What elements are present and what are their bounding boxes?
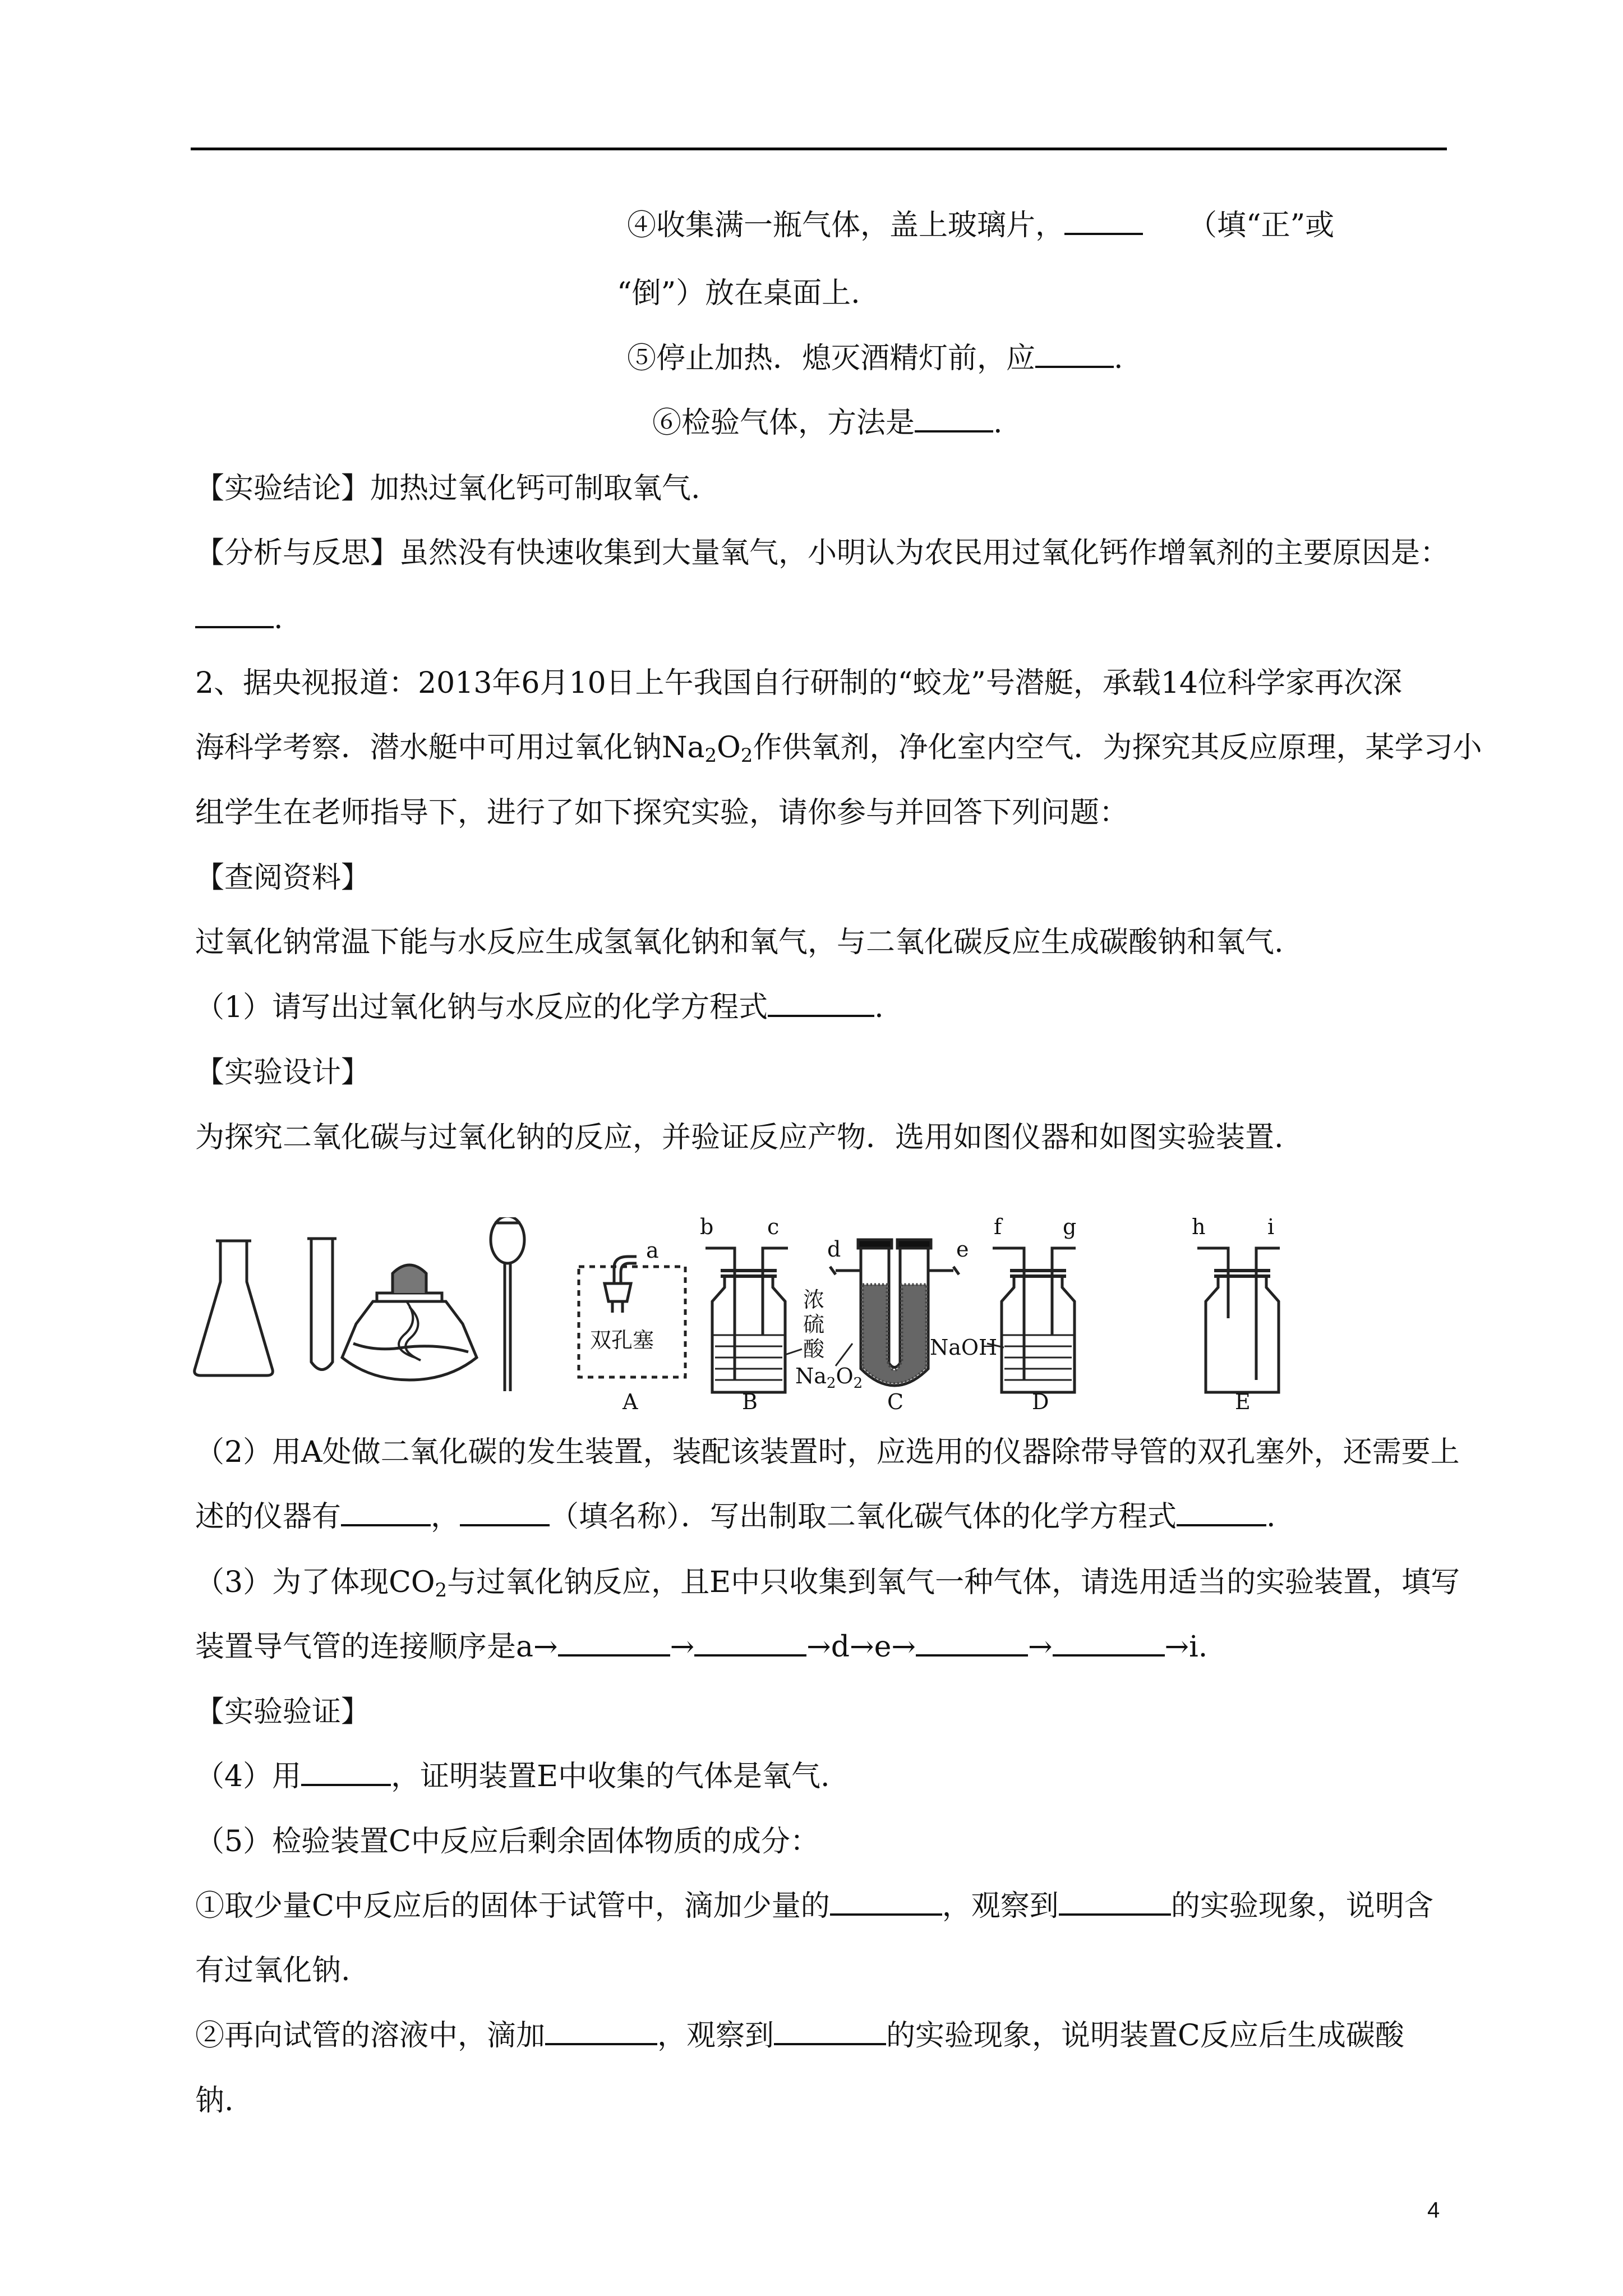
answer-blank[interactable] bbox=[558, 1628, 670, 1657]
label-device-a: A bbox=[623, 1389, 638, 1414]
answer-blank[interactable] bbox=[1053, 1628, 1165, 1657]
bottle-b-illustration bbox=[706, 1248, 802, 1392]
line-text: （2）用A处做二氧化碳的发生装置，装配该装置时，应选用的仪器除带导管的双孔塞外，还需要上 bbox=[195, 1435, 1460, 1469]
label-na2o2: $Na_2O_2$ bbox=[795, 1364, 863, 1392]
label-acid: 硫 bbox=[803, 1312, 825, 1337]
line-text: . bbox=[1266, 1500, 1276, 1534]
long-funnel-illustration bbox=[491, 1217, 524, 1391]
label-b: b bbox=[700, 1217, 714, 1239]
answer-blank[interactable] bbox=[1177, 1498, 1266, 1526]
text-line bbox=[617, 274, 860, 313]
page-number: 4 bbox=[1427, 2198, 1440, 2223]
alcohol-lamp-illustration bbox=[342, 1265, 477, 1380]
label-i: i bbox=[1267, 1217, 1275, 1239]
text-line bbox=[195, 1757, 830, 1796]
line-text: （填“正”或 bbox=[1188, 209, 1335, 242]
label-c: c bbox=[767, 1217, 780, 1239]
line-text: ⑤停止加热．熄灭酒精灯前，应 bbox=[627, 342, 1036, 375]
line-text: 过氧化钠常温下能与水反应生成氢氧化钠和氧气，与二氧化碳反应生成碳酸钠和氧气. bbox=[195, 926, 1284, 959]
label-naoh: NaOH bbox=[930, 1335, 998, 1360]
label-device-b: B bbox=[742, 1389, 758, 1414]
two-hole-stopper-illustration bbox=[605, 1257, 637, 1313]
answer-blank[interactable] bbox=[1059, 1888, 1171, 1916]
answer-blank[interactable] bbox=[774, 2017, 886, 2045]
line-text: （5）检验装置C中反应后剩余固体物质的成分： bbox=[195, 1825, 819, 1858]
line-text: 作供氧剂，净化室内空气．为探究其反应原理，某学习小 bbox=[753, 731, 1482, 765]
text-line bbox=[195, 793, 1128, 832]
text-line bbox=[652, 403, 1003, 443]
line-text: . bbox=[993, 406, 1003, 440]
answer-blank[interactable] bbox=[915, 404, 993, 432]
line-text: ①取少量C中反应后的固体于试管中，滴加少量的 bbox=[195, 1889, 830, 1923]
line-text: ，观察到 bbox=[657, 2019, 774, 2053]
text-line bbox=[627, 206, 1334, 245]
line-text: → bbox=[1027, 1630, 1053, 1664]
question-2 bbox=[195, 664, 1402, 703]
line-text: （1）请写出过氧化钠与水反应的化学方程式 bbox=[195, 991, 768, 1024]
answer-blank[interactable] bbox=[694, 1628, 806, 1657]
test-tube-illustration bbox=[307, 1239, 336, 1370]
text-line bbox=[195, 599, 283, 638]
subscript: 2 bbox=[704, 744, 717, 767]
text-line bbox=[195, 923, 1284, 962]
line-text: → bbox=[670, 1630, 695, 1664]
text-line bbox=[195, 1887, 1433, 1926]
section-heading bbox=[195, 1692, 370, 1732]
answer-blank[interactable] bbox=[341, 1498, 431, 1526]
line-text: . bbox=[1114, 342, 1123, 375]
line-text: . bbox=[874, 991, 884, 1024]
section-heading bbox=[195, 469, 700, 508]
text-line bbox=[195, 2016, 1404, 2055]
text-line bbox=[195, 988, 884, 1027]
line-text: 【查阅资料】 bbox=[195, 861, 371, 895]
line-text: 有过氧化钠. bbox=[195, 1954, 351, 1987]
text-line bbox=[195, 1433, 1460, 1472]
label-d: d bbox=[827, 1237, 841, 1262]
line-text: 为探究二氧化碳与过氧化钠的反应，并验证反应产物．选用如图仪器和如图实验装置. bbox=[195, 1121, 1284, 1154]
section-heading bbox=[195, 858, 370, 898]
label-acid: 浓 bbox=[803, 1287, 825, 1312]
label-g: g bbox=[1063, 1217, 1077, 1239]
line-text: →i. bbox=[1164, 1630, 1208, 1664]
line-text: ，证明装置E中收集的气体是氧气. bbox=[391, 1760, 830, 1793]
line-text: 与过氧化钠反应，且E中只收集到氧气一种气体，请选用适当的实验装置，填写 bbox=[447, 1566, 1460, 1599]
line-text: ②再向试管的溶液中，滴加 bbox=[195, 2019, 546, 2053]
subscript: 2 bbox=[740, 744, 753, 767]
text-line bbox=[195, 1951, 351, 1990]
line-text: 的实验现象，说明装置C反应后生成碳酸 bbox=[886, 2019, 1404, 2053]
section-heading bbox=[195, 1053, 370, 1092]
line-text: （4）用 bbox=[195, 1760, 302, 1793]
line-text: 【实验验证】 bbox=[195, 1695, 371, 1729]
line-text: （3）为了体现CO bbox=[195, 1566, 435, 1599]
line-text: 2、据央视报道：2013年6月10日上午我国自行研制的“蛟龙”号潜艇，承载14位科学家再次深 bbox=[195, 666, 1403, 700]
label-device-d: D bbox=[1032, 1389, 1049, 1414]
line-text: 钠. bbox=[195, 2084, 234, 2118]
answer-blank[interactable] bbox=[301, 1758, 391, 1786]
text-line bbox=[627, 339, 1123, 378]
line-text: 述的仪器有 bbox=[195, 1500, 342, 1534]
answer-blank[interactable] bbox=[1064, 207, 1143, 235]
line-text: 【分析与反思】虽然没有快速收集到大量氧气，小明认为农民用过氧化钙作增氧剂的主要原因是： bbox=[195, 536, 1450, 570]
label-e: e bbox=[956, 1237, 969, 1262]
line-text: 的实验现象，说明含 bbox=[1170, 1889, 1433, 1923]
text-line bbox=[195, 533, 1449, 573]
line-text: 组学生在老师指导下，进行了如下探究实验，请你参与并回答下列问题： bbox=[195, 796, 1129, 830]
bottle-d-illustration bbox=[987, 1248, 1076, 1392]
label-device-c: C bbox=[887, 1389, 904, 1414]
text-line bbox=[195, 1627, 1207, 1667]
answer-blank[interactable] bbox=[768, 989, 874, 1017]
subscript: 2 bbox=[435, 1579, 448, 1602]
line-text: . bbox=[274, 602, 283, 636]
text-line bbox=[195, 1118, 1284, 1157]
header-rule bbox=[191, 148, 1447, 150]
line-text: O bbox=[717, 731, 741, 765]
text-line bbox=[195, 1822, 819, 1861]
line-text: ⑥检验气体，方法是 bbox=[652, 406, 915, 440]
line-text: “倒”）放在桌面上. bbox=[617, 277, 860, 310]
line-text: ， bbox=[431, 1500, 460, 1534]
text-line bbox=[195, 2081, 234, 2120]
answer-blank[interactable] bbox=[460, 1498, 550, 1526]
label-h: h bbox=[1192, 1217, 1206, 1239]
answer-blank[interactable] bbox=[545, 2017, 657, 2045]
answer-blank[interactable] bbox=[195, 600, 274, 628]
bottle-e-illustration bbox=[1197, 1248, 1280, 1392]
line-text: （填名称）．写出制取二氧化碳气体的化学方程式 bbox=[550, 1500, 1177, 1534]
answer-blank[interactable] bbox=[1035, 340, 1114, 368]
label-f: f bbox=[994, 1217, 1002, 1239]
label-acid: 酸 bbox=[803, 1337, 825, 1361]
line-text: ④收集满一瓶气体，盖上玻璃片， bbox=[627, 209, 1065, 242]
text-line bbox=[195, 1497, 1276, 1536]
label-stopper: 双孔塞 bbox=[590, 1328, 654, 1352]
line-text: 【实验结论】加热过氧化钙可制取氧气. bbox=[195, 472, 700, 505]
text-line bbox=[195, 1563, 1460, 1602]
line-text: 【实验设计】 bbox=[195, 1056, 371, 1089]
answer-blank[interactable] bbox=[830, 1888, 942, 1916]
text-line bbox=[195, 728, 1482, 767]
label-device-e: E bbox=[1235, 1389, 1251, 1414]
line-text: 海科学考察．潜水艇中可用过氧化钠Na bbox=[195, 731, 705, 765]
apparatus-figure bbox=[191, 1217, 1312, 1414]
answer-blank[interactable] bbox=[916, 1628, 1028, 1657]
line-text: 装置导气管的连接顺序是a→ bbox=[195, 1630, 558, 1664]
line-text: →d→e→ bbox=[806, 1630, 916, 1664]
label-a: a bbox=[646, 1238, 659, 1263]
conical-flask-illustration bbox=[195, 1241, 273, 1375]
line-text: ，观察到 bbox=[942, 1889, 1059, 1923]
